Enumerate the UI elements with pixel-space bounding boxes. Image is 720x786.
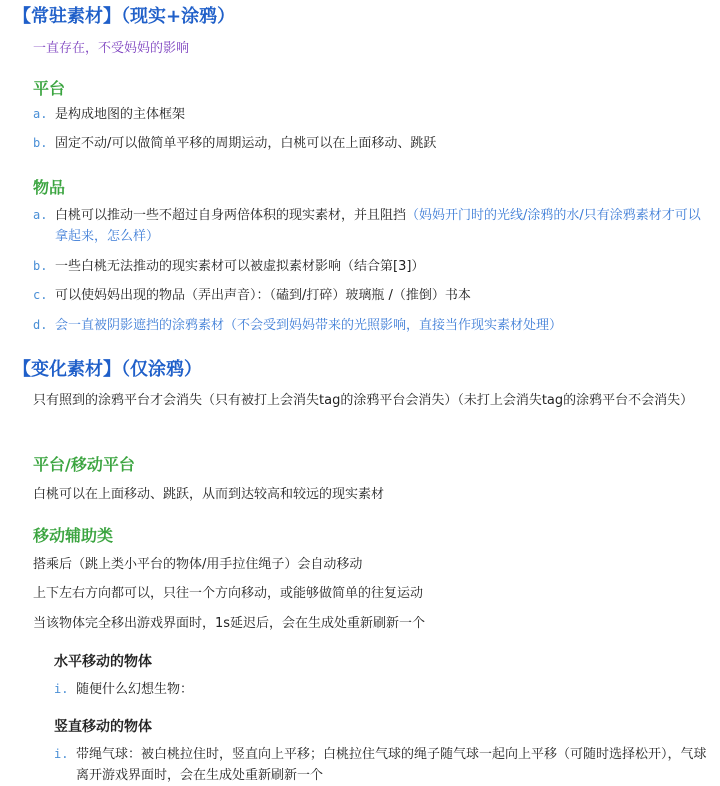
list-marker: i. (54, 682, 69, 696)
list-item (33, 104, 713, 125)
list-marker: a. (33, 208, 48, 222)
list-item (33, 256, 713, 277)
list-item (33, 133, 713, 154)
list-item-text: 固定不动/可以做简单平移的周期运动，白桃可以在上面移动、跳跃 (55, 136, 437, 151)
move-aid-line: 上下左右方向都可以，只往一个方向移动，或能够做简单的往复运动 (33, 586, 424, 601)
changing-description-text: 只有照到的涂鸦平台才会消失（只有被打上会消失tag的涂鸦平台会消失）（未打上会消失tag的涂鸦平台不会消失） (33, 393, 694, 408)
list-item-text: 一些白桃无法推动的现实素材可以被虚拟素材影响（结合第[3]） (55, 259, 425, 274)
subheading-vertical: 竖直移动的物体 (54, 719, 152, 735)
subheading-items: 物品 (33, 178, 66, 197)
subheading-moving-platform: 平台/移动平台 (33, 455, 135, 474)
list-marker: d. (33, 318, 48, 332)
move-aid-line: 搭乘后（跳上类小平台的物体/用手拉住绳子）会自动移动 (33, 557, 363, 572)
list-marker: a. (33, 107, 48, 121)
moving-platform-description: 白桃可以在上面移动、跳跃，从而到达较高和较远的现实素材 (33, 487, 385, 502)
list-item-text: 是构成地图的主体框架 (55, 107, 186, 122)
section-heading-changing: 【变化素材】（仅涂鸦） (13, 359, 202, 380)
list-item (33, 315, 713, 336)
subheading-move-aid: 移动辅助类 (33, 526, 114, 545)
changing-description (33, 390, 708, 411)
list-marker: b. (33, 259, 48, 273)
resident-description: 一直存在，不受妈妈的影响 (33, 41, 190, 56)
subheading-horizontal: 水平移动的物体 (54, 654, 152, 670)
list-marker: i. (54, 747, 69, 761)
list-item-text: 会一直被阴影遮挡的涂鸦素材（不会受到妈妈带来的光照影响，直接当作现实素材处理） (55, 318, 563, 333)
list-marker: b. (33, 136, 48, 150)
list-item (54, 679, 714, 700)
list-item-text: 白桃可以推动一些不超过自身两倍体积的现实素材，并且阻挡 (55, 208, 407, 223)
list-item-text: 随便什么幻想生物： (76, 682, 194, 697)
list-item (33, 205, 713, 247)
subheading-platform: 平台 (33, 79, 66, 98)
section-heading-resident: 【常驻素材】（现实+涂鸦） (13, 6, 236, 27)
list-item-note: （妈妈开门时的光线/涂鸦的水/只有涂鸦素材才可以拿起来，怎么样） (55, 208, 701, 244)
list-marker: c. (33, 288, 48, 302)
list-item-text: 可以使妈妈出现的物品（弄出声音）：（磕到/打碎）玻璃瓶 /（推倒）书本 (55, 288, 471, 303)
list-item-text: 带绳气球：被白桃拉住时，竖直向上平移；白桃拉住气球的绳子随气球一起向上平移（可随时选择松开），气球离开游戏界面时，会在生成处重新刷新一个 (76, 747, 707, 783)
move-aid-line: 当该物体完全移出游戏界面时，1s延迟后，会在生成处重新刷新一个 (33, 616, 426, 631)
list-item (33, 285, 713, 306)
list-item (54, 744, 714, 786)
